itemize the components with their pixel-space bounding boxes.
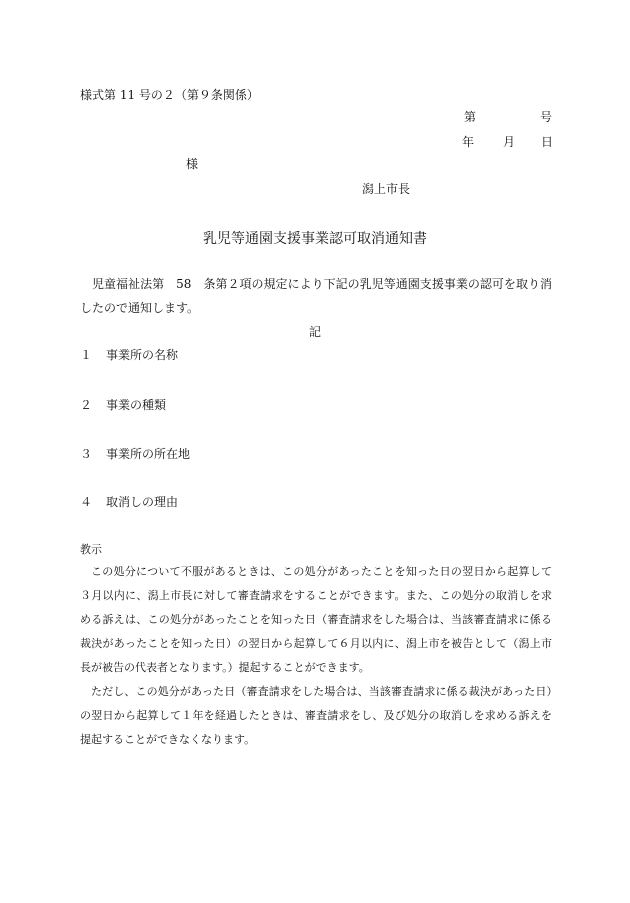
item-revocation-reason (80, 493, 178, 510)
form-number: 様式第 11 号の２（第９条関係） (80, 88, 259, 102)
ki-heading: 記 (308, 325, 321, 339)
document-title: 乳児等通園支援事業認可取消通知書 (203, 231, 427, 247)
document-number-suffix: 号 (540, 110, 553, 124)
item-number: １ (80, 348, 93, 362)
addressee: 様 (186, 157, 199, 171)
notice-heading: 教示 (80, 543, 102, 556)
item-number: ３ (80, 447, 93, 461)
document-number-prefix: 第 (464, 110, 477, 124)
item-label: 事業所の名称 (106, 348, 179, 362)
item-facility-name (80, 346, 178, 363)
notice-paragraph-1: この処分について不服があるときは、この処分があったことを知った日の翌日から起算して３月以内に、潟上市長に対して審査請求をすることができます。また、この処分の取消しを求める訴えは、この処分があったことを知った日（審査請求をした場合は、当該審査請求に係る裁決があったことを知った日）の翌日から起算して６月以内に、潟上市を被告として（潟上市長が被告の代表者となります。）提起することができます。 (80, 565, 552, 674)
body-paragraph: 児童福祉法第 58 条第２項の規定により下記の乳児等通園支援事業の認可を取り消したので通知します。 (80, 277, 552, 315)
notice-paragraph-2: ただし、この処分があった日（審査請求をした場合は、当該審査請求に係る裁決があった日）の翌日から起算して１年を経過したときは、審査請求をし、及び処分の取消しを求める訴えを提起することができなくなります。 (80, 685, 552, 746)
item-label: 事業の種類 (106, 398, 167, 412)
item-label: 事業所の所在地 (106, 447, 191, 461)
issuer: 潟上市長 (362, 182, 411, 196)
date-day: 日 (541, 135, 554, 149)
date-month: 月 (503, 135, 516, 149)
item-business-type (80, 396, 166, 413)
item-number: ２ (80, 398, 93, 412)
item-label: 取消しの理由 (106, 495, 179, 509)
item-number: ４ (80, 495, 93, 509)
date-year: 年 (462, 135, 475, 149)
item-facility-address (80, 445, 190, 462)
